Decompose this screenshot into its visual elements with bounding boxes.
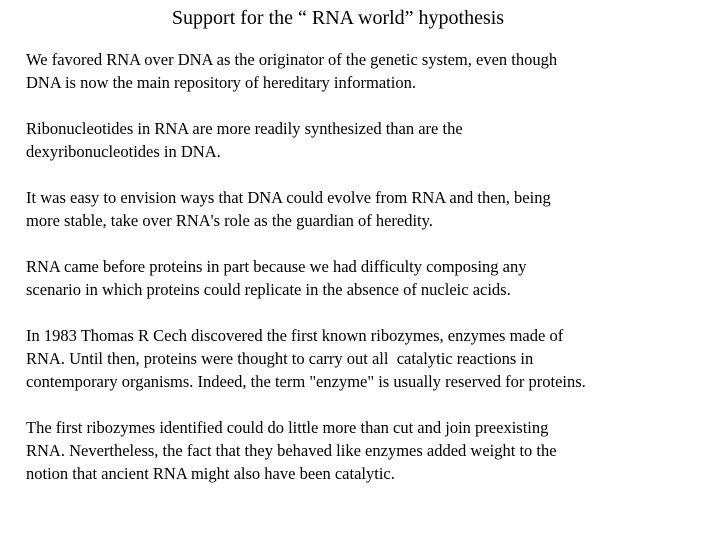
paragraph-line: In 1983 Thomas R Cech discovered the first known ribozymes, enzymes made of <box>26 326 564 345</box>
paragraph-ribonucleotides <box>26 117 716 163</box>
paragraph-line: Ribonucleotides in RNA are more readily synthesized than are the <box>26 119 463 138</box>
paragraph-line: RNA. Until then, proteins were thought to carry out all catalytic reactions in <box>26 349 534 368</box>
paragraph-line: The first ribozymes identified could do little more than cut and join preexisting <box>26 418 549 437</box>
slide-body <box>26 48 716 508</box>
paragraph-line: notion that ancient RNA might also have been catalytic. <box>26 464 395 483</box>
paragraph-line: RNA came before proteins in part because we had difficulty composing any <box>26 257 527 276</box>
paragraph-rna-before-proteins <box>26 255 716 301</box>
paragraph-line: It was easy to envision ways that DNA could evolve from RNA and then, being <box>26 188 551 207</box>
paragraph-line: scenario in which proteins could replicate in the absence of nucleic acids. <box>26 280 511 299</box>
paragraph-line: more stable, take over RNA's role as the guardian of heredity. <box>26 211 433 230</box>
paragraph-line: contemporary organisms. Indeed, the term "enzyme" is usually reserved for proteins. <box>26 372 586 391</box>
paragraph-line: DNA is now the main repository of hereditary information. <box>26 73 416 92</box>
paragraph-first-ribozymes <box>26 416 716 485</box>
paragraph-ribozymes-discovery <box>26 324 716 393</box>
paragraph-line: We favored RNA over DNA as the originator of the genetic system, even though <box>26 50 558 69</box>
paragraph-line: dexyribonucleotides in DNA. <box>26 142 221 161</box>
paragraph-dna-evolution <box>26 186 716 232</box>
paragraph-rna-originator <box>26 48 716 94</box>
paragraph-line: RNA. Nevertheless, the fact that they behaved like enzymes added weight to the <box>26 441 557 460</box>
slide-title: Support for the “ RNA world” hypothesis <box>171 7 505 29</box>
